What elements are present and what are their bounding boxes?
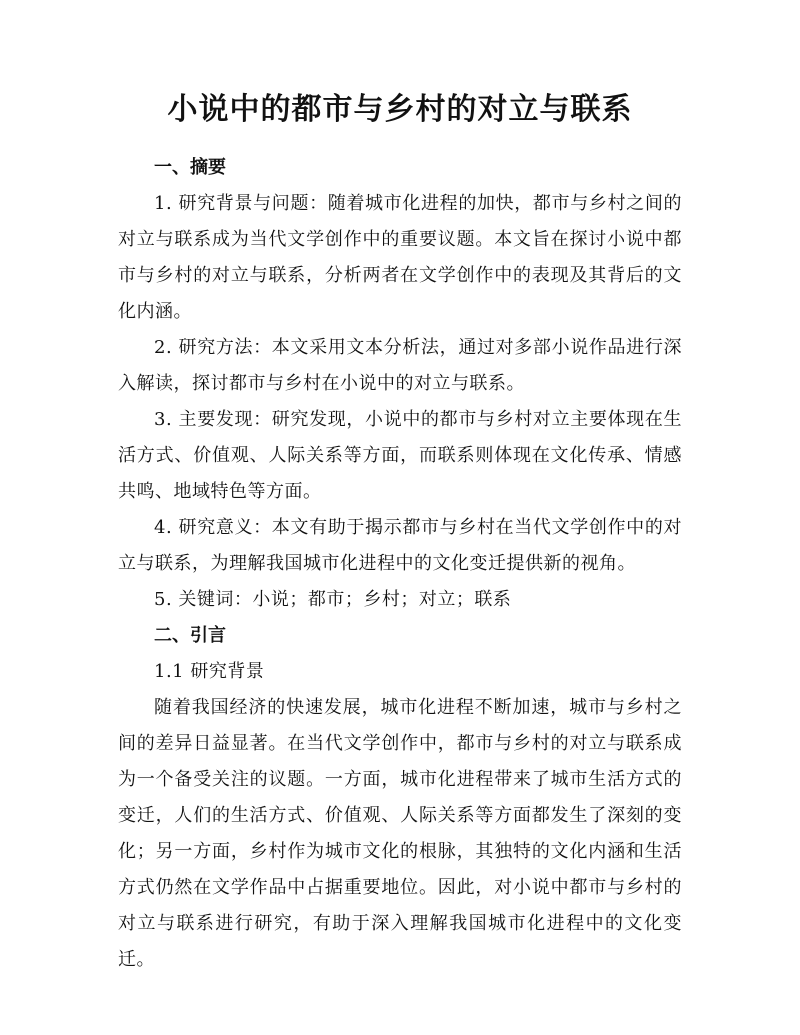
- document-title: 小说中的都市与乡村的对立与联系: [167, 92, 633, 127]
- abstract-paragraph-keywords: 5. 关键词：小说；都市；乡村；对立；联系: [154, 589, 512, 610]
- abstract-paragraph-method: 2. 研究方法：本文采用文本分析法，通过对多部小说作品进行深入解读，探讨都市与乡村在小说中的对立与联系。: [118, 337, 682, 394]
- section-heading-introduction: 二、引言: [154, 625, 226, 646]
- title-spacer: [118, 132, 682, 150]
- introduction-paragraph: 随着我国经济的快速发展，城市化进程不断加速，城市与乡村之间的差异日益显著。在当代文学创作中，都市与乡村的对立与联系成为一个备受关注的议题。一方面，城市化进程带来了城市生活方式的变迁，人们的生活方式、价值观、人际关系等方面都发生了深刻的变化；另一方面，乡村作为城市文化的根脉，其独特的文化内涵和生活方式仍然在文学作品中占据重要地位。因此，对小说中都市与乡村的对立与联系进行研究，有助于深入理解我国城市化进程中的文化变迁。: [118, 697, 682, 970]
- document-page: [118, 88, 682, 978]
- abstract-paragraph-background: 1. 研究背景与问题：随着城市化进程的加快，都市与乡村之间的对立与联系成为当代文学创作中的重要议题。本文旨在探讨小说中都市与乡村的对立与联系，分析两者在文学创作中的表现及其背后的文化内涵。: [118, 193, 682, 322]
- abstract-paragraph-significance: 4. 研究意义：本文有助于揭示都市与乡村在当代文学创作中的对立与联系，为理解我国城市化进程中的文化变迁提供新的视角。: [118, 517, 682, 574]
- section-heading-abstract: 一、摘要: [154, 157, 226, 178]
- abstract-paragraph-findings: 3. 主要发现：研究发现，小说中的都市与乡村对立主要体现在生活方式、价值观、人际关系等方面，而联系则体现在文化传承、情感共鸣、地域特色等方面。: [118, 409, 682, 502]
- subsection-heading-background: 1.1 研究背景: [154, 661, 265, 682]
